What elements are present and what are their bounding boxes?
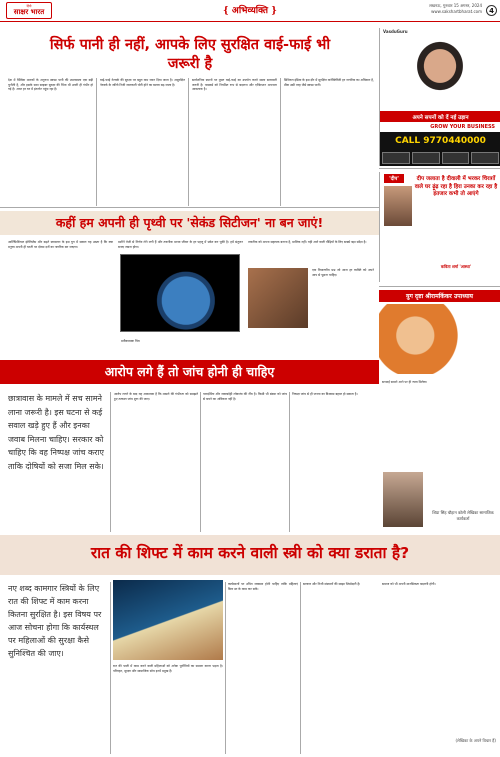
night-shift-image xyxy=(113,580,223,660)
earth-image xyxy=(120,254,240,343)
logo-main-text: साक्षर भारत xyxy=(13,8,45,16)
article3-col-3: निष्पक्ष जांच से ही जनता का विश्वास बहाल हो सकता है। xyxy=(292,392,358,396)
article3-col-4: सच्चाई सामने आने पर ही न्याय मिलेगा। xyxy=(382,380,428,384)
article1-col-2: वाई-फाई नेटवर्क की सुरक्षा पर बहुत कम ध्यान दिया जाता है। असुरक्षित नेटवर्क के जरिये निजी जानकारी चोरी होने का खतरा बढ़ जाता है। xyxy=(100,78,185,87)
section-rule xyxy=(379,286,500,287)
article1-col-3: सार्वजनिक स्थानों पर मुफ्त वाई-फाई का उपयोग करते समय सावधानी जरूरी है। पासवर्ड को नियमित रूप से बदलना और एन्क्रिप्शन अपनाना आवश्यक है। xyxy=(192,78,277,92)
section-rule xyxy=(379,168,500,169)
logo-top-text: हिंदी xyxy=(26,4,32,8)
headline-night-shift: रात की शिफ्ट में काम करने वाली स्त्री को क्या डराता है? xyxy=(90,544,410,562)
column-rule xyxy=(110,582,111,754)
guru-image xyxy=(379,304,500,374)
section-title: { अभिव्यक्ति } xyxy=(223,6,277,16)
article4-col-1: रात की पाली में काम करने वाली महिलाओं को अनेक चुनौतियों का सामना करना पड़ता है। परिवहन, सुरक्षा और सामाजिक सोच इनमें प्रमुख हैं। xyxy=(113,664,223,673)
column-rule xyxy=(200,392,201,532)
column-rule xyxy=(289,392,290,532)
headline-second-citizen: कहीं हम अपनी ही पृथ्वी पर 'सेकंड सिटीजन' ना बन जाएं! xyxy=(55,215,324,230)
ad-brand: VasduGuru xyxy=(383,29,408,34)
poem-text: दीप जलाता है दीवाली में भरकर चिराग़ों वाले घर ढ़ूंढ़ रहा है हिरा उनका कर रहा है इंतजार कभी तो आएंगे xyxy=(414,176,498,197)
article4-col-4: समाज को भी अपनी मानसिकता बदलनी होगी। xyxy=(382,582,436,586)
article4-lead: नए शब्द कामगार स्त्रियों के लिए रात की शिफ्ट में काम करना कितना सुरक्षित है। इस विषय पर आज सोचना होगा कि कार्यस्थल पर महिलाओं की सुरक्षा कैसे सुनिश्चित की जाए। xyxy=(8,584,102,658)
columnist-photo xyxy=(383,472,423,527)
ad-grow-text: GROW YOUR BUSINESS xyxy=(380,122,500,132)
headline-wifi: सिर्फ पानी ही नहीं, आपके लिए सुरक्षित वाई-फाई भी जरूरी है xyxy=(49,37,331,72)
section-rule xyxy=(0,207,379,208)
article3-col-2: पारदर्शिता और जवाबदेही लोकतंत्र की नींव है। किसी भी संस्था को जांच से बचने का अधिकार नहीं है। xyxy=(203,392,287,401)
newspaper-logo xyxy=(6,2,52,19)
page-number: 4 xyxy=(486,5,497,16)
poet-photo xyxy=(384,186,412,226)
column-rule xyxy=(188,78,189,206)
dateline xyxy=(429,3,482,15)
poet-name: कविता शर्मा 'आस्था' xyxy=(440,264,472,269)
earth-caption: प्रतीकात्मक चित्र xyxy=(121,339,140,343)
ad-portrait-image xyxy=(400,38,480,108)
footer-note: (लेखिका के अपने विचार हैं) xyxy=(455,738,496,743)
article3-lead: छात्रावास के मामले में सच सामने लाना जरूरी है। इस घटना से कई सवाल खड़े हुए हैं और इनका जवाब मिलना चाहिए। सरकार को चाहिए कि वह निष्पक्ष जांच कराए ताकि दोषियों को सजा मिल सके। xyxy=(8,394,104,471)
ad-phone[interactable]: CALL 9770440000 xyxy=(380,132,500,150)
article2-col-3: तकनीक को अपना सहायक बनाना है, मालिक नहीं। यही आने वाली पीढ़ियों के लिए सबसे बड़ा संदेश है। xyxy=(248,240,367,244)
column-rule xyxy=(110,392,111,532)
article4-col-3: सरकार और निजी संस्थानों की साझा जिम्मेदारी है। xyxy=(303,582,361,586)
yug-drishta-band: युग दृष्टा श्रीरामकिंकर उपाध्याय xyxy=(379,290,500,302)
ad-tagline: अपने सपनों को दें नई उड़ान xyxy=(380,111,500,122)
article2-col-2: मशीनें तेजी से निर्णय लेने लगी हैं और तकनीक मानव जीवन के हर पहलू में प्रवेश कर चुकी है। हमें संतुलन बनाए रखना होगा। xyxy=(118,240,243,249)
column-rule xyxy=(96,78,97,206)
date-text: लखनऊ, गुरुवार 15 अगस्त, 2024 xyxy=(429,3,482,8)
article2-col-4: एक विचारणीय प्रश्न जो आज हर व्यक्ति को अपने आप से पूछना चाहिए। xyxy=(312,268,374,277)
column-rule xyxy=(280,78,281,206)
author-photo xyxy=(248,268,308,328)
website-text: www.sakshartbharat.com xyxy=(431,9,482,14)
article2-col-1: आर्टिफिशियल इंटेलिजेंस और बढ़ते स्वचालन के इस युग में सवाल यह उठता है कि क्या मनुष्य अपनी ही धरती पर दोयम दर्जे का नागरिक बन जाएगा। xyxy=(8,240,113,249)
article1-col-4: डिजिटल इंडिया के इस दौर में सुरक्षित कनेक्टिविटी हर नागरिक का अधिकार है, ठीक उसी तरह जैसे स्वच्छ पानी। xyxy=(284,78,374,87)
article1-col-1: देश में वैश्विक मानकों के अनुरूप स्वच्छ पानी की उपलब्धता एक बड़ी चुनौती है, और इसके साथ साइबर सुरक्षा की चिंता भी उतनी ही गंभीर हो गई है। आज हर घर में इंटरनेट पहुंच रहा है। xyxy=(8,78,93,92)
poem-tag: 'दीप' xyxy=(384,174,404,183)
article3-col-1: आरोप लगने के बाद यह आवश्यक है कि मामले की गंभीरता को समझते हुए तत्काल जांच शुरू की जाए। xyxy=(114,392,198,401)
advertisement[interactable] xyxy=(379,28,500,166)
headline-investigation: आरोप लगे हैं तो जांच होनी ही चाहिए xyxy=(104,364,275,379)
article4-col-2: कार्यस्थलों पर उचित व्यवस्था होनी चाहिए ताकि महिलाएं बिना डर के काम कर सकें। xyxy=(228,582,298,591)
columnist-name: शिप्रा सिंह चौहान कोली लेखिका सामाजिक कार्यकर्ता xyxy=(432,510,494,521)
column-rule xyxy=(300,582,301,754)
masthead xyxy=(0,0,500,22)
column-rule xyxy=(225,582,226,754)
ad-vendor-strip xyxy=(380,150,500,166)
poem-box xyxy=(379,172,500,282)
